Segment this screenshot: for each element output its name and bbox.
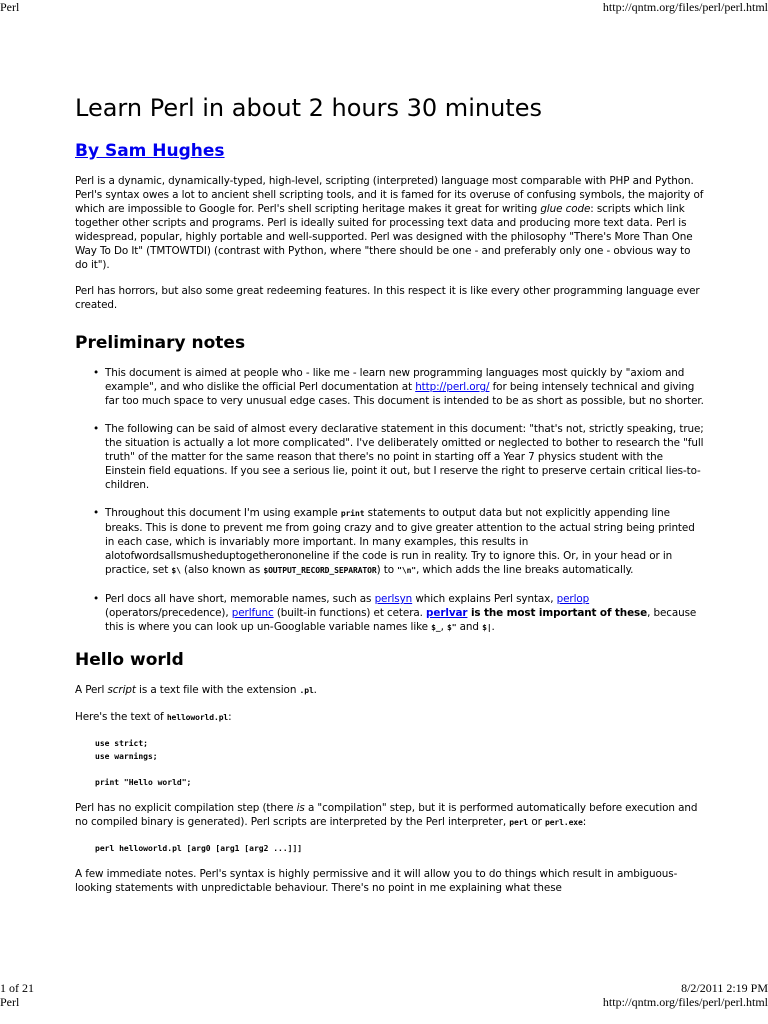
text: (operators/precedence), bbox=[105, 607, 232, 619]
text: (built-in functions) et cetera. bbox=[273, 607, 427, 619]
hello-paragraph-1 bbox=[75, 683, 705, 698]
text: a "compilation" step, but it is performed automatically before execution and no compiled binary is generated). Perl scripts are interpreted by the Perl interpreter, bbox=[75, 802, 698, 828]
inline-code: $" bbox=[447, 623, 457, 632]
bold-text: is the most important of these bbox=[467, 607, 648, 619]
text: for being intensely technical and giving far too much space to very unusual edge cases. This document is intended to be as short as possible, but no shorter. bbox=[105, 381, 704, 407]
inline-code: $| bbox=[482, 623, 492, 632]
print-header-title: Perl bbox=[0, 0, 20, 14]
text: ) to bbox=[376, 564, 398, 576]
print-datetime: 8/2/2011 2:19 PM bbox=[681, 981, 768, 995]
perlfunc-link[interactable]: perlfunc bbox=[231, 607, 274, 619]
hello-paragraph-4: A few immediate notes. Perl's syntax is highly permissive and it will allow you to do things which result in ambiguous-looking statements with unpredictable behaviour. There's no point in me explaining what these bbox=[75, 868, 678, 894]
section-heading-hello-world: Hello world bbox=[75, 650, 184, 670]
text: Throughout this document I'm using example bbox=[105, 507, 341, 519]
print-header-url: http://qntm.org/files/perl/perl.html bbox=[602, 0, 768, 14]
text: or bbox=[528, 816, 545, 828]
inline-code: .pl bbox=[299, 686, 314, 695]
text: (also known as bbox=[180, 564, 264, 576]
inline-code: helloworld.pl bbox=[166, 713, 229, 722]
emphasis: glue code bbox=[540, 203, 591, 215]
inline-code: $_ bbox=[431, 623, 441, 632]
hello-paragraph-3 bbox=[75, 801, 705, 830]
text: This document is aimed at people who - like me - learn new programming languages most quickly by "axiom and example", and who dislike the official Perl documentation at bbox=[105, 367, 685, 393]
print-footer-line-1 bbox=[0, 981, 768, 995]
text: Perl has no explicit compilation step (there bbox=[75, 802, 297, 814]
list-item bbox=[105, 506, 705, 578]
inline-code: perl bbox=[509, 818, 529, 827]
author-link[interactable]: By Sam Hughes bbox=[75, 141, 225, 161]
inline-code: $OUTPUT_RECORD_SEPARATOR bbox=[263, 566, 377, 575]
print-header bbox=[0, 0, 768, 14]
text: which explains Perl syntax, bbox=[412, 593, 557, 605]
perlop-link[interactable]: perlop bbox=[556, 593, 590, 605]
perl-org-link[interactable]: http://perl.org/ bbox=[415, 381, 490, 393]
code-block-helloworld: use strict; use warnings; print "Hello world"; bbox=[95, 739, 192, 787]
text: : bbox=[228, 711, 232, 723]
inline-code: $\ bbox=[171, 566, 181, 575]
print-footer-title: Perl bbox=[0, 995, 20, 1009]
text: Here's the text of bbox=[75, 711, 167, 723]
print-footer-url: http://qntm.org/files/perl/perl.html bbox=[602, 995, 768, 1009]
text: is a text file with the extension bbox=[135, 684, 300, 696]
inline-code: print bbox=[340, 509, 365, 518]
emphasis: script bbox=[107, 684, 136, 696]
list-item bbox=[105, 592, 705, 635]
preliminary-list bbox=[75, 366, 705, 635]
text: Perl docs all have short, memorable names, such as bbox=[105, 593, 375, 605]
text: : bbox=[582, 816, 587, 828]
page-title: Learn Perl in about 2 hours 30 minutes bbox=[75, 94, 542, 122]
perlsyn-link[interactable]: perlsyn bbox=[374, 593, 413, 605]
list-item bbox=[105, 366, 705, 408]
text: : scripts which link together other scripts and programs. Perl is ideally suited for processing text data and producing more text data. Perl is widespread, popular, highly portable and well-supported. Perl was designed with the philosophy "There's More Than One Way To Do It" (TMTOWTDI) (contrast with Python, where "there should be one - and preferably only one - obvious way to do it"). bbox=[75, 203, 693, 271]
print-footer-line-2 bbox=[0, 995, 768, 1009]
inline-code: perl.exe bbox=[544, 818, 583, 827]
code-block-command: perl helloworld.pl [arg0 [arg1 [arg2 ...]]] bbox=[95, 844, 303, 853]
text: . bbox=[313, 684, 317, 696]
list-item: • The following can be said of almost every declarative statement in this document: "that's not, strictly speaking, true; the situation is actually a lot more complicated". I've deliberately omitted or neglected to bother to research the "full truth" of the matter for the same reason that there's no point in starting off a Year 7 physics student with the Einstein field equations. If you see a serious lie, point it out, but I reserve the right to preserve certain critical lies-to-children. bbox=[105, 422, 705, 492]
text: , bbox=[440, 621, 448, 633]
text: and bbox=[456, 621, 483, 633]
document-body bbox=[75, 94, 705, 895]
intro-paragraph-1 bbox=[75, 174, 705, 272]
inline-code: "\n" bbox=[397, 566, 417, 575]
perlvar-link[interactable]: perlvar bbox=[426, 607, 468, 619]
text: statements to output data but not explicitly appending line breaks. This is done to prevent me from going crazy and to give greater attention to the actual string being printed in each case, which is invariably more important. In many examples, this results in alotofwordsallsmusheduptogetherononeline if the code is run in reality. Try to ignore this. Or, in your head or in practice, set bbox=[105, 507, 695, 576]
text: A Perl bbox=[75, 684, 108, 696]
intro-paragraph-2: Perl has horrors, but also some great redeeming features. In this respect it is like every other programming language ever created. bbox=[75, 285, 700, 311]
text: Perl is a dynamic, dynamically-typed, high-level, scripting (interpreted) language most comparable with PHP and Python. Perl's syntax owes a lot to ancient shell scripting tools, and it is famed for its overuse of confusing symbols, the majority of which are impossible to Google for. Perl's shell scripting heritage makes it great for writing bbox=[75, 175, 704, 215]
page-count: 1 of 21 bbox=[0, 981, 34, 995]
text: , because this is where you can look up un-Googlable variable names like bbox=[105, 607, 697, 633]
section-heading-preliminary: Preliminary notes bbox=[75, 333, 246, 353]
emphasis: is bbox=[296, 802, 305, 814]
hello-paragraph-2 bbox=[75, 710, 705, 725]
text: , which adds the line breaks automatically. bbox=[416, 564, 634, 576]
text: . bbox=[491, 621, 495, 633]
byline bbox=[75, 140, 705, 162]
